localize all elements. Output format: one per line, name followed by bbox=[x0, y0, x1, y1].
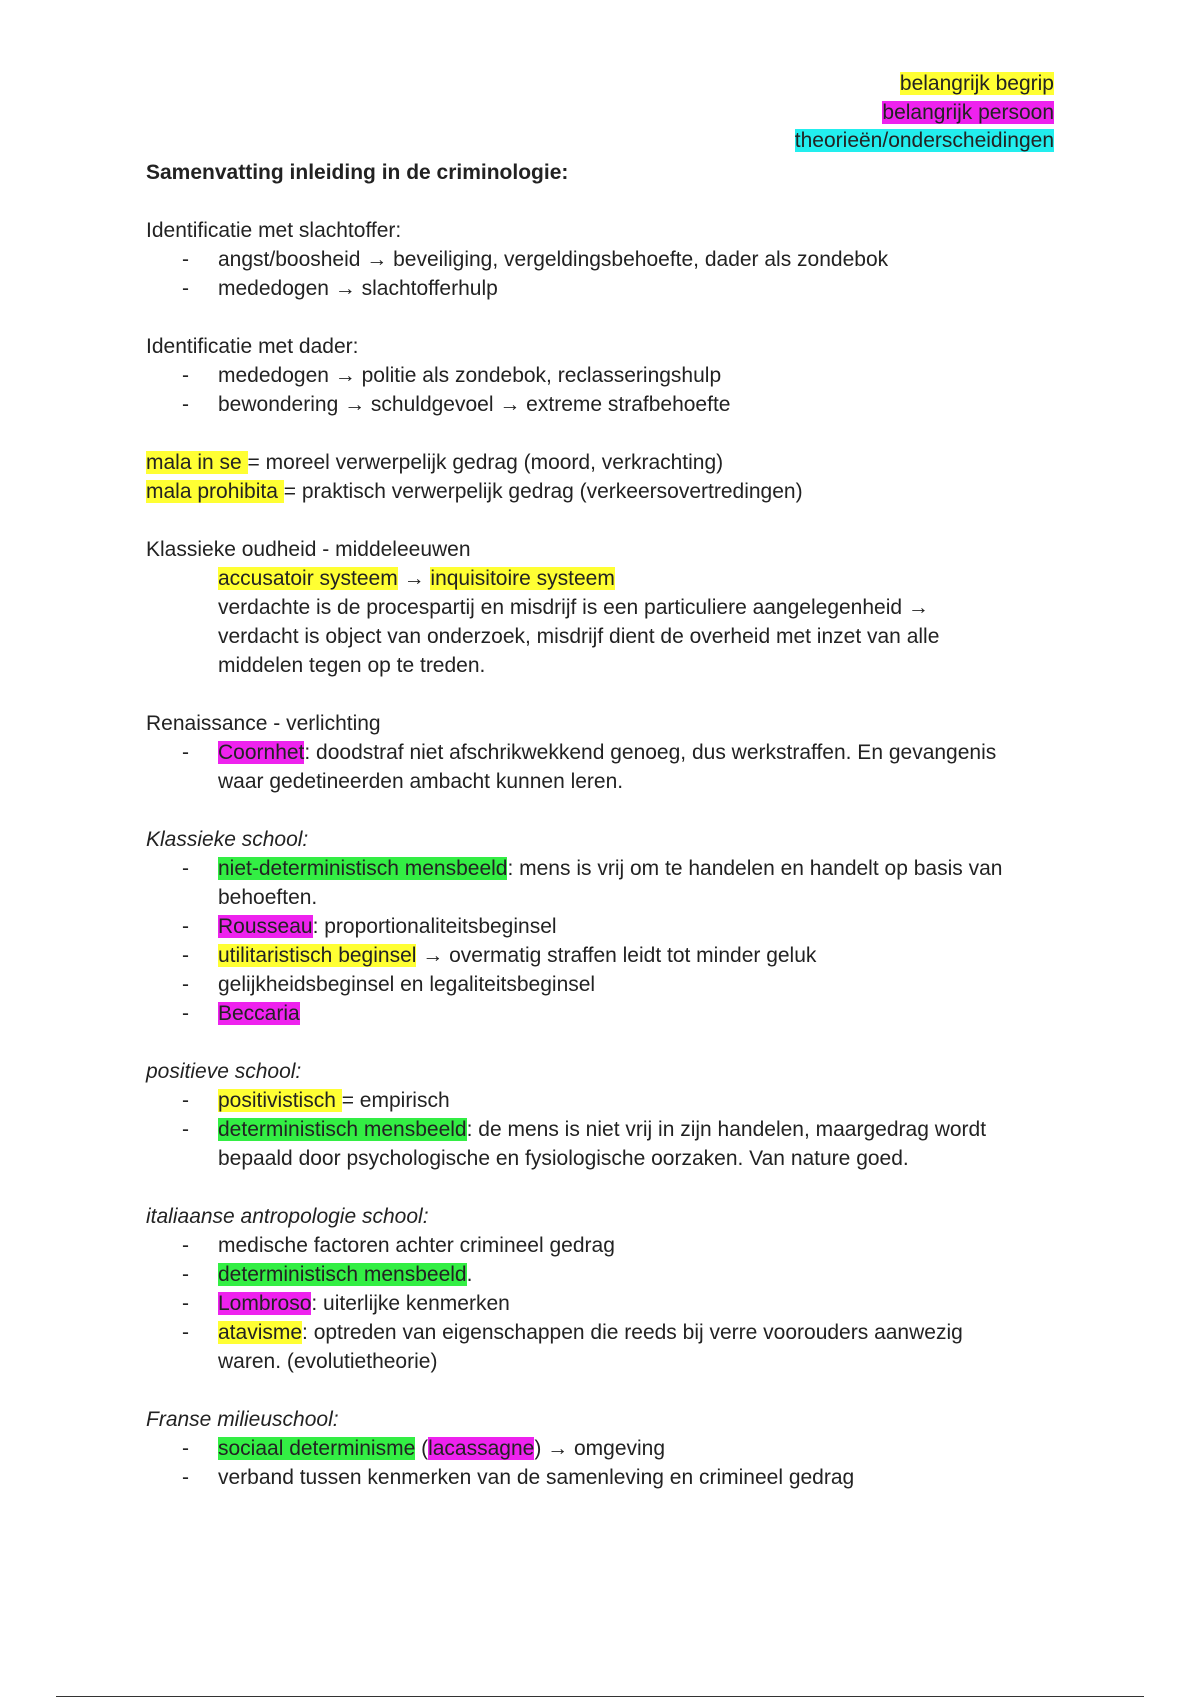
term-highlight: mala prohibita bbox=[146, 480, 284, 503]
person-highlight: Lombroso bbox=[218, 1292, 312, 1315]
list-item: - sociaal determinisme (lacassagne) → omgeving bbox=[182, 1437, 666, 1460]
section-italian-heading: italiaanse antropologie school: bbox=[146, 1205, 429, 1228]
term-highlight: positivistisch bbox=[218, 1089, 342, 1112]
list-item-continuation: bepaald door psychologische en fysiologische oorzaken. Van nature goed. bbox=[218, 1147, 909, 1170]
section-antiquity-heading: Klassieke oudheid - middeleeuwen bbox=[146, 538, 471, 561]
list-item-continuation: behoeften. bbox=[218, 886, 318, 909]
section-renaissance-heading: Renaissance - verlichting bbox=[146, 712, 381, 735]
list-item: - bewondering → schuldgevoel → extreme strafbehoefte bbox=[182, 393, 731, 416]
term-highlight: accusatoir systeem bbox=[218, 567, 398, 590]
list-item: - Rousseau: proportionaliteitsbeginsel bbox=[182, 915, 557, 938]
list-item: - niet-deterministisch mensbeeld: mens is vrij om te handelen en handelt op basis van bbox=[182, 857, 1003, 880]
term-highlight: atavisme bbox=[218, 1321, 303, 1344]
theory-highlight: deterministisch mensbeeld bbox=[218, 1263, 467, 1286]
paragraph-line: verdachte is de procespartij en misdrijf is een particuliere aangelegenheid → bbox=[218, 596, 929, 619]
term-highlight: inquisitoire systeem bbox=[430, 567, 615, 590]
document-body bbox=[146, 158, 1066, 1492]
section-victim-heading: Identificatie met slachtoffer: bbox=[146, 219, 402, 242]
mala-in-se-line: mala in se = moreel verwerpelijk gedrag (moord, verkrachting) bbox=[146, 451, 724, 474]
section-positive-heading: positieve school: bbox=[146, 1060, 302, 1083]
list-item: - mededogen → slachtofferhulp bbox=[182, 277, 498, 300]
term-highlight: mala in se bbox=[146, 451, 248, 474]
legend-concept: belangrijk begrip bbox=[899, 72, 1054, 95]
list-item: - utilitaristisch beginsel → overmatig straffen leidt tot minder geluk bbox=[182, 944, 817, 967]
section-offender-heading: Identificatie met dader: bbox=[146, 335, 359, 358]
term-highlight: utilitaristisch beginsel bbox=[218, 944, 417, 967]
page-title: Samenvatting inleiding in de criminologie: bbox=[146, 161, 569, 184]
mala-prohibita-line: mala prohibita = praktisch verwerpelijk gedrag (verkeersovertredingen) bbox=[146, 480, 803, 503]
list-item-continuation: waren. (evolutietheorie) bbox=[218, 1350, 438, 1373]
person-highlight: Coornhet bbox=[218, 741, 305, 764]
systems-line: accusatoir systeem → inquisitoire systeem bbox=[218, 567, 615, 590]
list-item: - medische factoren achter crimineel gedrag bbox=[182, 1234, 615, 1257]
page-divider bbox=[56, 1696, 1144, 1697]
person-highlight: lacassagne bbox=[428, 1437, 535, 1460]
person-highlight: Beccaria bbox=[218, 1002, 300, 1025]
list-item: - Coornhet: doodstraf niet afschrikwekkend genoeg, dus werkstraffen. En gevangenis bbox=[182, 741, 997, 764]
list-item: - angst/boosheid → beveiliging, vergeldingsbehoefte, dader als zondebok bbox=[182, 248, 889, 271]
person-highlight: Rousseau bbox=[218, 915, 313, 938]
theory-highlight: sociaal determinisme bbox=[218, 1437, 416, 1460]
list-item: - gelijkheidsbeginsel en legaliteitsbeginsel bbox=[182, 973, 596, 996]
list-item: - Lombroso: uiterlijke kenmerken bbox=[182, 1292, 510, 1315]
list-item: - deterministisch mensbeeld. bbox=[182, 1263, 473, 1286]
section-french-heading: Franse milieuschool: bbox=[146, 1408, 339, 1431]
theory-highlight: niet-deterministisch mensbeeld bbox=[218, 857, 508, 880]
section-classical-heading: Klassieke school: bbox=[146, 828, 309, 851]
legend-theory: theorieën/onderscheidingen bbox=[794, 129, 1054, 152]
legend-person: belangrijk persoon bbox=[882, 100, 1054, 124]
list-item-continuation: waar gedetineerden ambacht kunnen leren. bbox=[218, 770, 624, 793]
list-item: - deterministisch mensbeeld: de mens is niet vrij in zijn handelen, maargedrag wordt bbox=[182, 1118, 987, 1141]
list-item: - atavisme: optreden van eigenschappen die reeds bij verre voorouders aanwezig bbox=[182, 1321, 963, 1344]
list-item: - positivistisch = empirisch bbox=[182, 1089, 450, 1112]
theory-highlight: deterministisch mensbeeld bbox=[218, 1118, 467, 1141]
paragraph-line: middelen tegen op te treden. bbox=[218, 654, 486, 677]
paragraph-line: verdacht is object van onderzoek, misdrijf dient de overheid met inzet van alle bbox=[218, 625, 940, 648]
list-item: - verband tussen kenmerken van de samenleving en crimineel gedrag bbox=[182, 1466, 855, 1489]
list-item: - mededogen → politie als zondebok, reclasseringshulp bbox=[182, 364, 722, 387]
highlight-legend bbox=[795, 70, 1054, 156]
list-item: - Beccaria bbox=[182, 1002, 300, 1025]
